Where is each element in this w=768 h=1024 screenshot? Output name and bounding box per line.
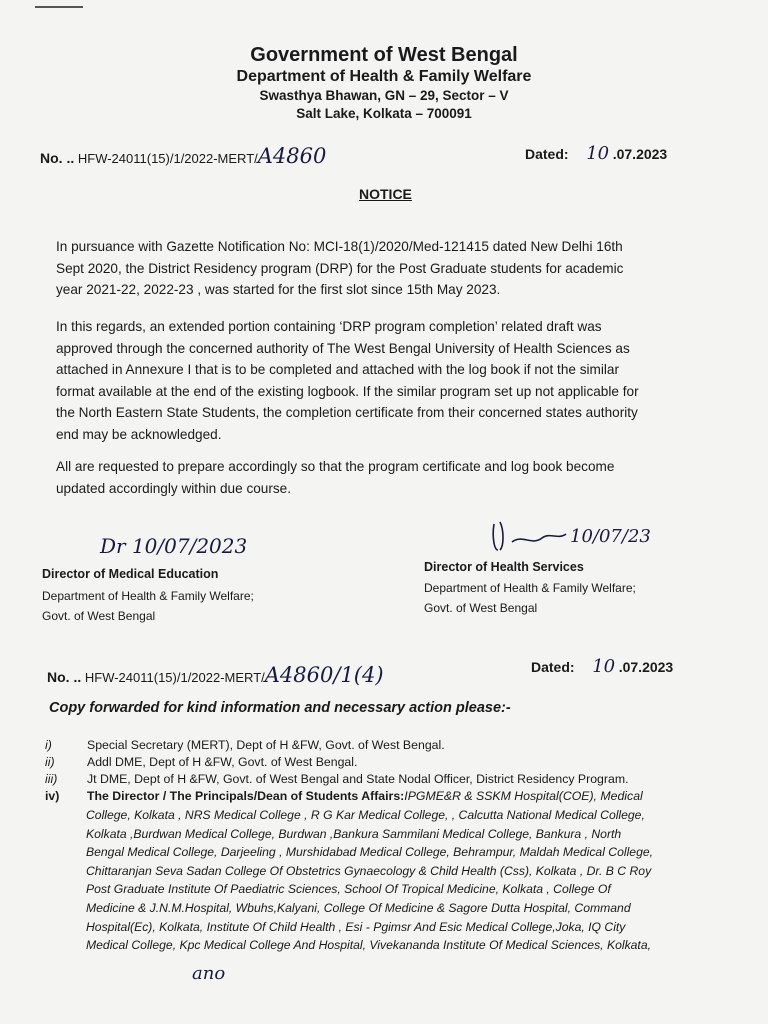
paragraph-line: updated accordingly within due course. xyxy=(56,480,292,496)
footer-initials: ano xyxy=(192,963,226,984)
list-item-bold: The Director / The Principals/Dean of Students Affairs: xyxy=(87,789,405,803)
dated-label: Dated: xyxy=(531,659,575,675)
copy-forwarded-heading: Copy forwarded for kind information and necessary action please:- xyxy=(49,700,511,716)
paragraph-line: the North Eastern State Students, the completion certificate from their concerned states authority xyxy=(56,405,638,421)
signatory-left-govt: Govt. of West Bengal xyxy=(42,609,156,623)
ref-number-2 xyxy=(47,663,384,687)
paragraph-line: format available at the end of the existing logbook. If the similar program set up not applicable for xyxy=(56,383,639,399)
paragraph-1 xyxy=(56,236,718,301)
paragraph-line: approved through the concerned authority of The West Bengal University of Health Sciences as xyxy=(56,340,630,356)
paragraph-line: end may be acknowledged. xyxy=(56,426,222,442)
ref-memo-number: HFW-24011(15)/1/2022-MERT/ xyxy=(77,151,258,166)
list-item-text: Special Secretary (MERT), Dept of H &FW, Govt. of West Bengal. xyxy=(87,738,445,752)
list-continuation-line: Chittaranjan Seva Sadan College Of Obstetrics Gynaecology & Child Health (Css), Kolkata , Dr. B C Roy xyxy=(86,863,652,878)
list-item-text: Jt DME, Dept of H &FW, Govt. of West Bengal and State Nodal Officer, District Residency Program. xyxy=(87,772,629,786)
signature-right-scrawl xyxy=(488,516,568,556)
list-item-number: ii) xyxy=(45,755,55,769)
list-continuation-line: Hospital(Ec), Kolkata, Institute Of Child Health , Esi - Pgimsr And Esic Medical College,Joka, IQ City xyxy=(86,919,626,934)
paragraph-2 xyxy=(56,316,718,446)
notice-title: NOTICE xyxy=(359,186,412,202)
list-item-number: iii) xyxy=(45,772,58,786)
paragraph-line: Sept 2020, the District Residency program (DRP) for the Post Graduate students for academic xyxy=(56,260,624,276)
dated-rest: .07.2023 xyxy=(618,659,674,675)
dated-label: Dated: xyxy=(525,146,569,162)
list-item-text xyxy=(87,789,643,803)
list-item-text: Addl DME, Dept of H &FW, Govt. of West Bengal. xyxy=(87,755,358,769)
signatory-left-title: Director of Medical Education xyxy=(42,567,219,581)
list-continuation-line: Post Graduate Institute Of Paediatric Sciences, School Of Tropical Medicine, Kolkata , College Of xyxy=(86,882,611,897)
list-item-number: iv) xyxy=(45,789,60,803)
signature-left: Dr 10/07/2023 xyxy=(100,534,248,558)
ref-number-1 xyxy=(40,144,326,168)
ref-date-1 xyxy=(525,143,667,164)
paragraph-line: All are requested to prepare accordingly so that the program certificate and log book become xyxy=(56,459,615,474)
ref-handwritten-number: A4860 xyxy=(257,144,327,168)
header-department: Department of Health & Family Welfare xyxy=(236,68,532,85)
signature-right-date: 10/07/23 xyxy=(570,526,651,547)
list-continuation-line: Medical College, Kpc Medical College And Hospital, Vivekananda Institute Of Medical Sciences, Kolkata, xyxy=(86,938,651,953)
paragraph-line: In this regards, an extended portion containing ‘DRP program completion’ related draft was xyxy=(56,319,602,334)
paragraph-line: In pursuance with Gazette Notification No: MCI-18(1)/2020/Med-121415 dated New Delhi 16th xyxy=(56,239,623,254)
dated-day-handwritten: 10 xyxy=(592,656,616,677)
signatory-right-govt: Govt. of West Bengal xyxy=(424,601,538,615)
header-government: Government of West Bengal xyxy=(250,44,518,66)
list-continuation-line: Kolkata ,Burdwan Medical College, Burdwan ,Bankura Sammilani Medical College, Bankura , North xyxy=(86,826,622,841)
list-continuation-line: Bengal Medical College, Darjeeling , Murshidabad Medical College, Behrampur, Maldah Medical College, xyxy=(86,845,654,860)
ref-label: No. .. xyxy=(47,669,82,685)
ref-memo-number: HFW-24011(15)/1/2022-MERT/ xyxy=(84,670,265,685)
signatory-left-dept: Department of Health & Family Welfare; xyxy=(42,589,254,603)
dated-rest: .07.2023 xyxy=(612,146,668,162)
header-address-2: Salt Lake, Kolkata – 700091 xyxy=(296,106,472,121)
signatory-right-dept: Department of Health & Family Welfare; xyxy=(424,581,636,595)
iv-continuation xyxy=(86,806,653,955)
list-item-italic: IPGME&R & SSKM Hospital(COE), Medical xyxy=(404,789,643,803)
ref-label: No. .. xyxy=(40,150,75,166)
scan-mark xyxy=(35,6,83,8)
ref-handwritten-number: A4860/1(4) xyxy=(264,663,384,687)
paragraph-3 xyxy=(56,456,718,499)
paragraph-line: year 2021-22, 2022-23 , was started for the first slot since 15th May 2023. xyxy=(56,282,501,298)
list-continuation-line: College, Kolkata , NRS Medical College , R G Kar Medical College, , Calcutta National Medical College, xyxy=(86,808,645,822)
paragraph-line: attached in Annexure I that is to be completed and attached with the log book if not the similar xyxy=(56,362,619,378)
signatory-right-title: Director of Health Services xyxy=(424,560,584,574)
list-item-number: i) xyxy=(45,738,52,752)
header-address-1: Swasthya Bhawan, GN – 29, Sector – V xyxy=(259,88,509,103)
ref-date-2 xyxy=(531,656,673,677)
dated-day-handwritten: 10 xyxy=(586,143,610,164)
list-continuation-line: Medicine & J.N.M.Hospital, Wbuhs,Kalyani, College Of Medicine & Sagore Dutta Hospital, Command xyxy=(86,900,631,915)
